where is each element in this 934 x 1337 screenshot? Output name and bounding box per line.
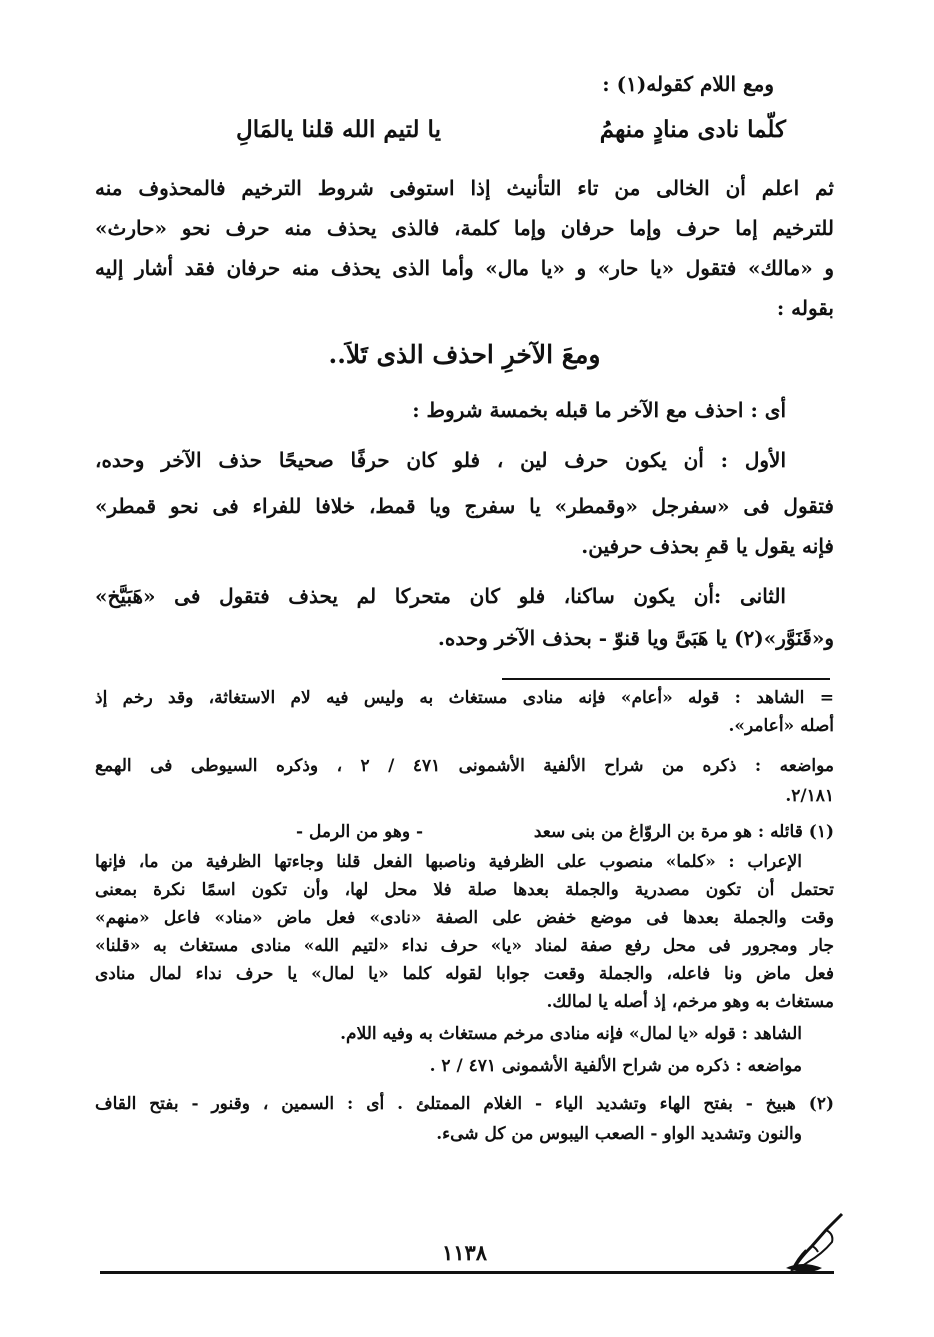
page-number: ١١٣٨ [441,1240,488,1265]
verse-explanation: أى : احذف مع الآخر ما قبله بخمسة شروط : [412,398,786,422]
footnote-2-line: والنون وتشديد الواو - الصعب اليبوس من كل شىء. [436,1124,802,1144]
first-condition-line: الأول : أن يكون حرف لين ، فلو كان حرفًا صحيحًا حذف الآخر وحده، [95,448,786,472]
intro-line: ومع اللام كقوله(١) : [602,72,774,96]
first-condition-line: فإنه يقول يا قمِ بحذف حرفين. [581,534,834,558]
pen-nib-icon [782,1210,852,1284]
footnote-irab-line: تحتمل أن تكون مصدرية والجملة بعدها صلة فلا محل لها، وأن تكون اسمًا نكرة بمعنى [95,880,834,900]
footnote-line: ٢/١٨١. [785,786,834,806]
footnote-line: = الشاهد : قوله «أعام» فإنه منادى مستغاث به وليس فيه لام الاستغاثة، وقد رخم إذ [95,688,834,708]
footnote-irab-line: وقت والجملة بعدها فى موضع خفض على الصفة «نادى» فعل ماض «مناد» فاعل «منهم» [95,908,834,928]
footnote-1-mawadi: مواضعه : ذكره من شراح الألفية الأشمونى ٤٧١ / ٢ . [429,1056,802,1076]
footnote-1-shahid: الشاهد : قوله «يا لمال» فإنه منادى مرخم مستغاث به وفيه اللام. [340,1024,802,1044]
second-condition-line: الثانى :أن يكون ساكنا، فلو كان متحركا لم يحذف فتقول فى «هَبَيَّخ» [95,584,786,608]
footnote-irab-line: الإعراب : «كلما» منصوب على الظرفية وناصبها الفعل قلنا وجاءتها الظرفية من ما، فإنها [95,852,802,872]
second-condition-line: و«قَنَوَّر»(٢) يا هَبَىَّ ويا قنوّ - بحذف الآخر وحده. [437,626,834,650]
bottom-rule [100,1271,834,1274]
paragraph-line: و «مالك» فتقول «يا حار» و «يا مال» وأما الذى يحذف منه حرفان فقد أشار إليه [95,256,834,280]
footnote-1-attribution: (١) قائله : هو مرة بن الروّاغ من بنى سعد [533,822,834,842]
footnote-line: مواضعه : ذكره من شراح الألفية الأشمونى ٤٧١ / ٢ ، وذكره السيوطى فى الهمع [95,756,834,776]
first-condition-line: فتقول فى «سفرجل «وقمطر» يا سفرج ويا قمط، خلافا للفراء فى نحو قمطر» [95,494,834,518]
footnote-irab-line: جار ومجرور فى محل رفع صفة لمناد «يا» حرف نداء «لتيم الله» منادى مستغاث به «قلنا» [95,936,834,956]
footnote-irab-line: مستغاث به وهو مرخم، إذ أصله يا لمالك. [546,992,834,1012]
footnote-2-line: (٢) هبيخ - بفتح الهاء وتشديد الياء - الغلام الممتلئ . أى : السمين ، وقنور - بفتح القاف [95,1094,834,1114]
paragraph-line: للترخيم إما حرف وإما حرفان وإما كلمة، فالذى يحذف منه حرف نحو «حارث» [95,216,834,240]
paragraph-line: ثم اعلم أن الخالى من تاء التأنيث إذا استوفى شروط الترخيم فالمحذوف منه [95,176,834,200]
footnote-irab-line: فعل ماض ونا فاعله، والجملة وقعت جوابا لقوله كلما «يا لمال» يا حرف نداء لمال منادى [95,964,834,984]
paragraph-line: بقوله : [776,296,834,320]
footnote-separator [502,678,830,680]
verse-second-hemistich: يا لتيم الله قلنا يالمَالِ [236,116,441,143]
verse-first-hemistich: كلّما نادى منادٍ منهمُ [599,116,786,143]
footnote-1-meter: - وهو من الرمل - [296,822,424,842]
alfiya-verse-heading: ومعَ الآخرِ احذف الذى تَلاَ.. [328,340,601,369]
footnote-line: أصله «أعامر». [728,716,834,736]
